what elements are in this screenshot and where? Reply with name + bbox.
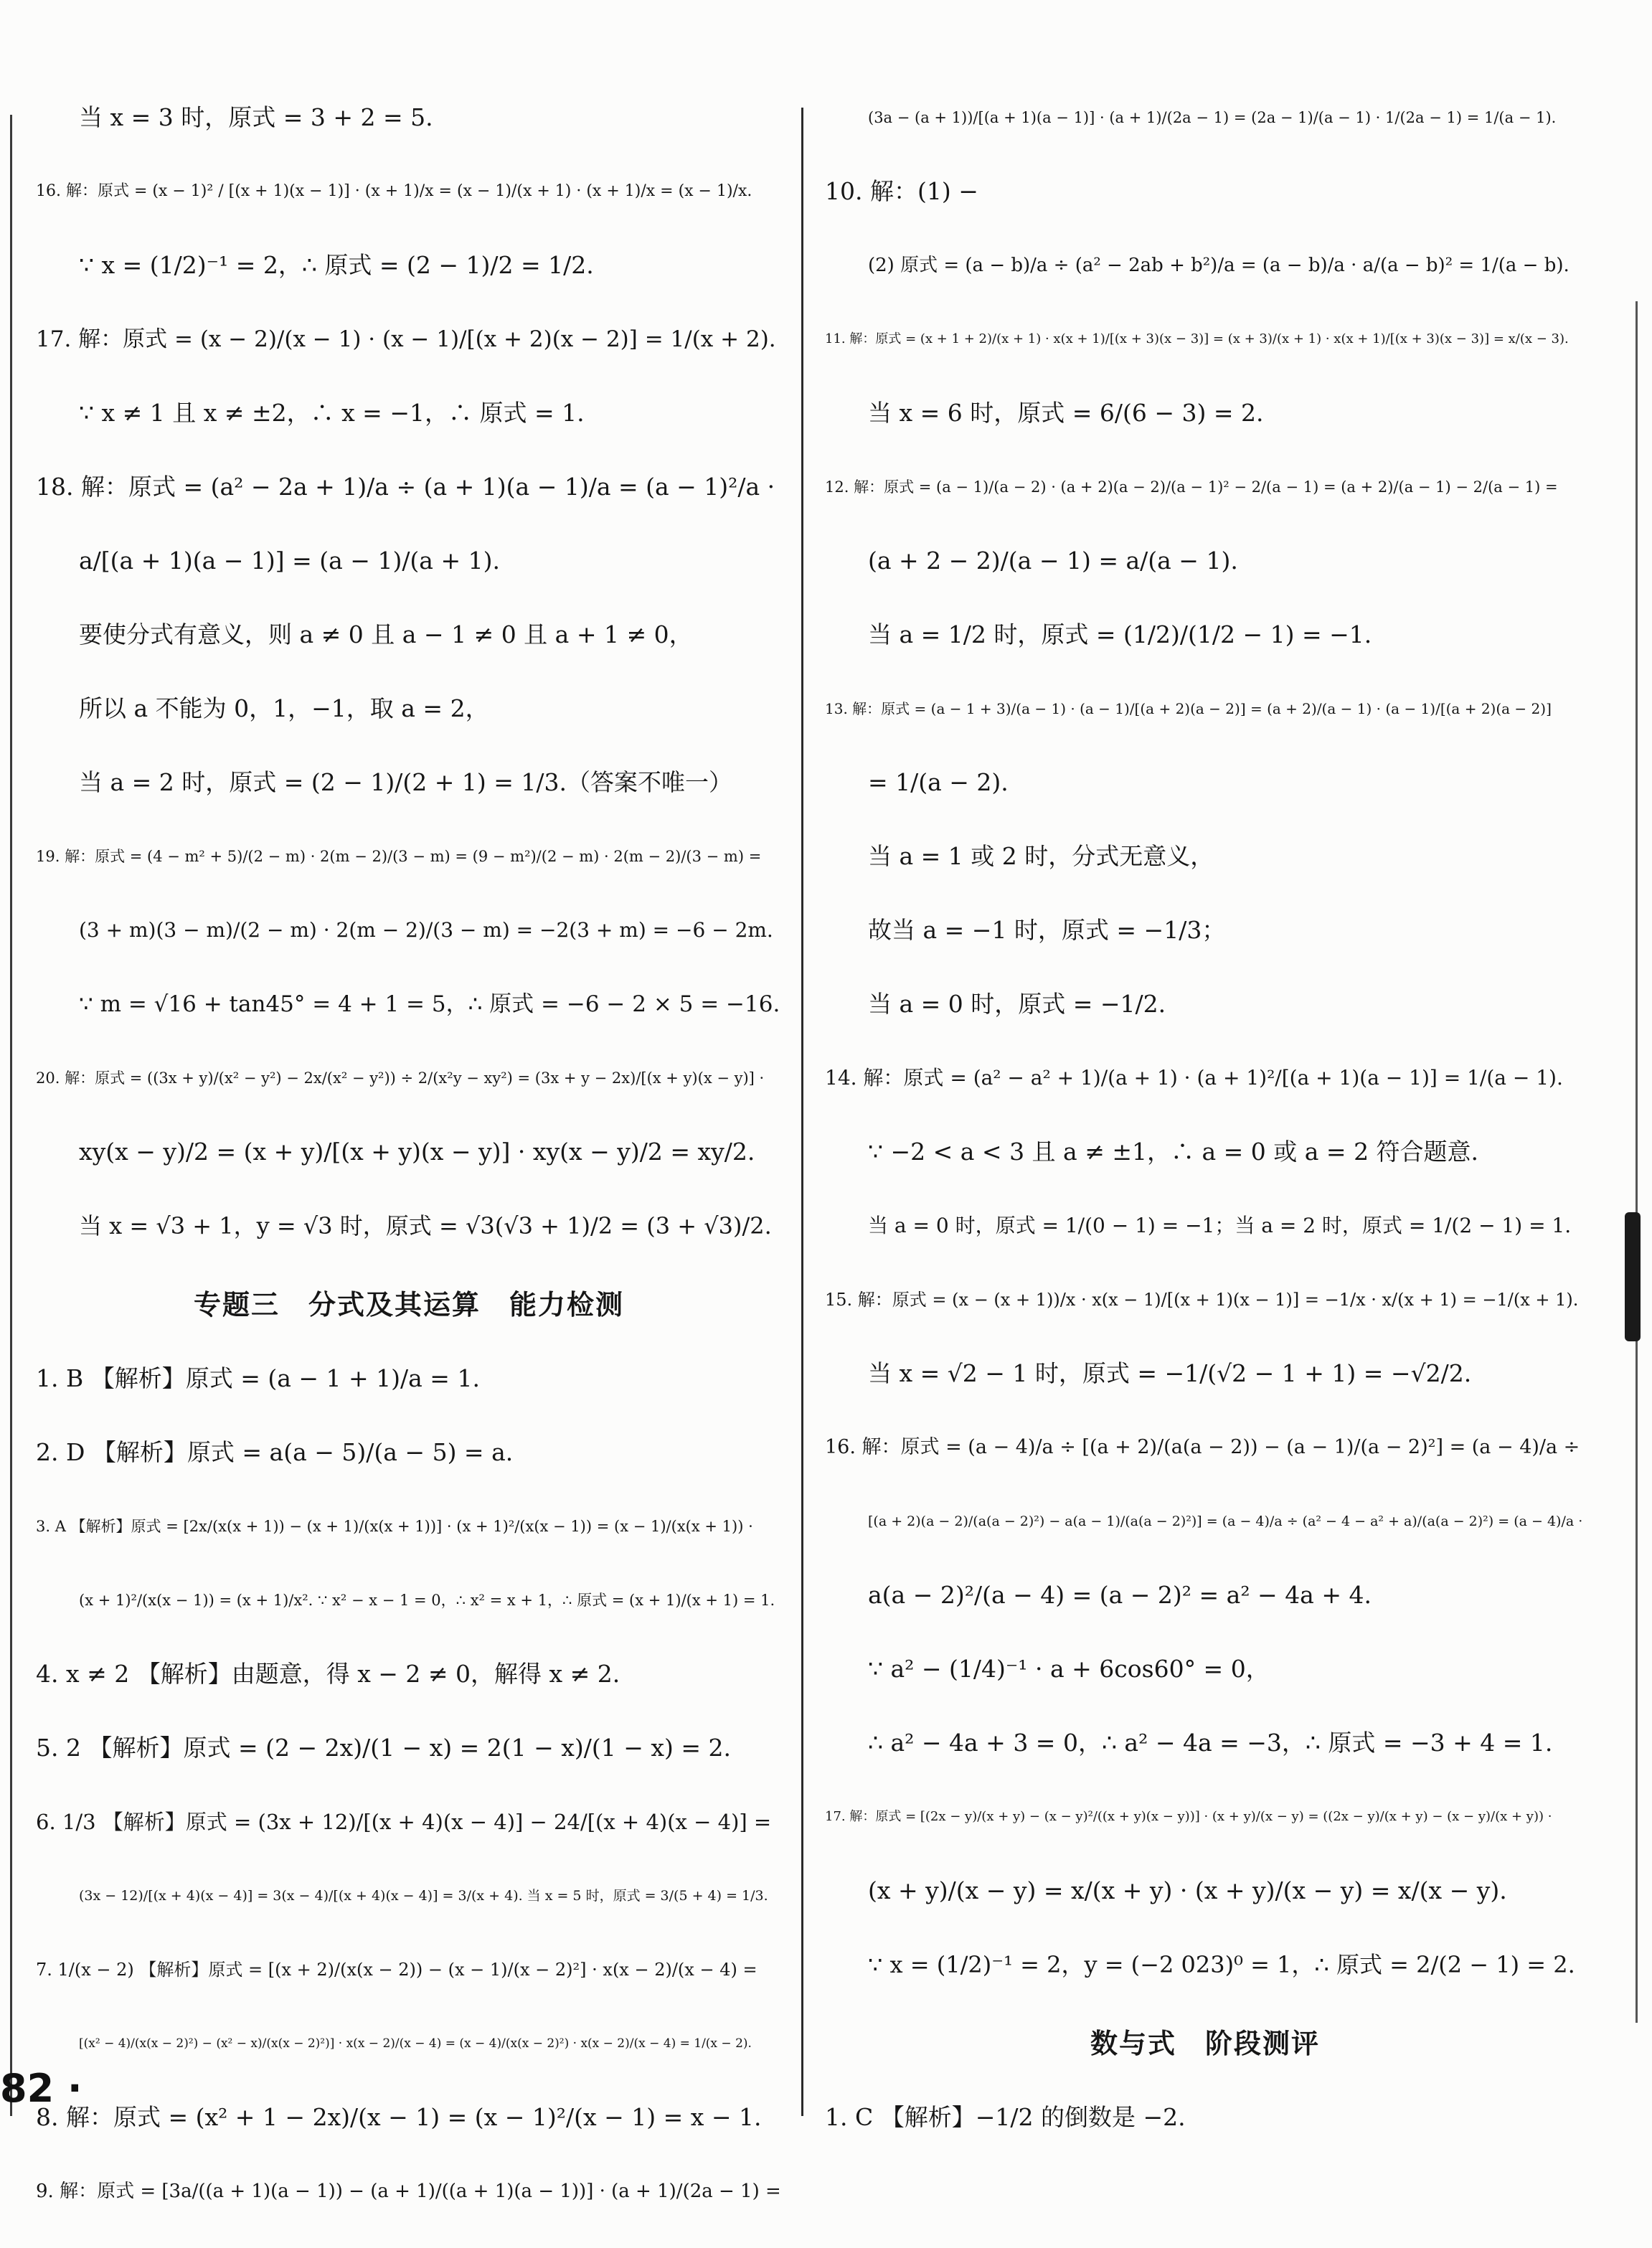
right-text-line: a(a − 2)²/(a − 4) = (a − 2)² = a² − 4a + 4. [868, 1581, 1372, 1609]
left-text-line: 16. 解：原式 = (x − 1)² / [(x + 1)(x − 1)] · (x + 1)/x = (x − 1)/(x + 1) · (x + 1)/x = (x − 1)/x. [36, 182, 752, 200]
left-text-line: 5. 2 【解析】原式 = (2 − 2x)/(1 − x) = 2(1 − x)/(1 − x) = 2. [36, 1734, 732, 1762]
left-text-line: ∵ x = (1/2)⁻¹ = 2，∴ 原式 = (2 − 1)/2 = 1/2. [79, 251, 594, 279]
left-text-line: 当 x = 3 时，原式 = 3 + 2 = 5. [79, 103, 433, 131]
left-text-line: 19. 解：原式 = (4 − m² + 5)/(2 − m) · 2(m − 2)/(3 − m) = (9 − m²)/(2 − m) · 2(m − 2)/(3 − m) = [36, 848, 762, 865]
left-text-line: 3. A 【解析】原式 = [2x/(x(x + 1)) − (x + 1)/(x(x + 1))] · (x + 1)²/(x(x − 1)) = (x − 1)/(x(x + 1)) · [36, 1518, 753, 1535]
right-text-line: 12. 解：原式 = (a − 1)/(a − 2) · (a + 2)(a − 2)/(a − 1)² − 2/(a − 1) = (a + 2)/(a − 1) − 2/(a − 1) = [825, 478, 1558, 496]
right-text-line: (3a − (a + 1))/[(a + 1)(a − 1)] · (a + 1)/(2a − 1) = (2a − 1)/(a − 1) · 1/(2a − 1) = 1/(a − 1). [868, 109, 1557, 126]
right-text-line: 当 x = 6 时，原式 = 6/(6 − 3) = 2. [868, 399, 1264, 427]
left-text-line: a/[(a + 1)(a − 1)] = (a − 1)/(a + 1). [79, 547, 500, 575]
right-text-line: (a + 2 − 2)/(a − 1) = a/(a − 1). [868, 547, 1238, 575]
left-edge-line [10, 115, 12, 2116]
left-text-line: 7. 1/(x − 2) 【解析】原式 = [(x + 2)/(x(x − 2)) − (x − 1)/(x − 2)²] · x(x − 2)/(x − 4) = [36, 1960, 757, 1980]
left-text-line: 1. B 【解析】原式 = (a − 1 + 1)/a = 1. [36, 1364, 480, 1392]
left-text-line: ∵ m = √16 + tan45° = 4 + 1 = 5，∴ 原式 = −6 − 2 × 5 = −16. [79, 991, 780, 1017]
left-text-line: (3 + m)(3 − m)/(2 − m) · 2(m − 2)/(3 − m) = −2(3 + m) = −6 − 2m. [79, 918, 773, 942]
left-text-line: (3x − 12)/[(x + 4)(x − 4)] = 3(x − 4)/[(x + 4)(x − 4)] = 3/(x + 4). 当 x = 5 时，原式 = 3/(5 + 4) = 1/3. [79, 1888, 768, 1904]
right-text-line: (x + y)/(x − y) = x/(x + y) · (x + y)/(x − y) = x/(x − y). [868, 1876, 1507, 1904]
left-text-line: (x + 1)²/(x(x − 1)) = (x + 1)/x². ∵ x² − x − 1 = 0，∴ x² = x + 1，∴ 原式 = (x + 1)/(x + 1) = 1. [79, 1592, 775, 1609]
right-text-line: [(a + 2)(a − 2)/(a(a − 2)²) − a(a − 1)/(a(a − 2)²)] = (a − 4)/a ÷ (a² − 4 − a² + a)/(a(a − 2)²) = (a − 4)/a · [868, 1513, 1583, 1529]
page-number: 82 · [0, 2066, 82, 2111]
right-text-line: 17. 解：原式 = [(2x − y)/(x + y) − (x − y)²/((x + y)(x − y))] · (x + y)/(x − y) = ((2x − y)/(x + y) − (x − y)/(x + y)) · [825, 1809, 1552, 1824]
right-text-line: 当 a = 1 或 2 时，分式无意义， [868, 842, 1214, 870]
left-text-line: 4. x ≠ 2 【解析】由题意，得 x − 2 ≠ 0，解得 x ≠ 2. [36, 1660, 620, 1688]
left-text-line: 2. D 【解析】原式 = a(a − 5)/(a − 5) = a. [36, 1438, 514, 1466]
right-text-line: 当 a = 0 时，原式 = −1/2. [868, 990, 1166, 1018]
right-text-line: 1. C 【解析】−1/2 的倒数是 −2. [825, 2103, 1186, 2131]
section-heading: 数与式 阶段测评 [1090, 2028, 1320, 2059]
left-text-line: 20. 解：原式 = ((3x + y)/(x² − y²) − 2x/(x² − y²)) ÷ 2/(x²y − xy²) = (3x + y − 2x)/[(x + y)(x − y)] · [36, 1069, 765, 1087]
right-text-line: (2) 原式 = (a − b)/a ÷ (a² − 2ab + b²)/a = (a − b)/a · a/(a − b)² = 1/(a − b). [868, 255, 1570, 276]
right-text-line: 故当 a = −1 时，原式 = −1/3； [868, 916, 1226, 944]
spine-line [1636, 301, 1638, 2023]
right-text-line: 当 a = 0 时，原式 = 1/(0 − 1) = −1；当 a = 2 时，原式 = 1/(2 − 1) = 1. [868, 1214, 1572, 1237]
left-text-line: 8. 解：原式 = (x² + 1 − 2x)/(x − 1) = (x − 1)²/(x − 1) = x − 1. [36, 2103, 762, 2131]
left-text-line: [(x² − 4)/(x(x − 2)²) − (x² − x)/(x(x − 2)²)] · x(x − 2)/(x − 4) = (x − 4)/(x(x − 2)²) · x(x − 2)/(x − 4) = 1/(x − 2). [79, 2036, 752, 2051]
right-text-line: 16. 解：原式 = (a − 4)/a ÷ [(a + 2)/(a(a − 2)) − (a − 1)/(a − 2)²] = (a − 4)/a ÷ [825, 1436, 1580, 1458]
right-text-line: 14. 解：原式 = (a² − a² + 1)/(a + 1) · (a + 1)²/[(a + 1)(a − 1)] = 1/(a − 1). [825, 1066, 1563, 1090]
right-column [825, 100, 1585, 2174]
right-text-line: = 1/(a − 2). [868, 768, 1009, 796]
spine-mark [1625, 1212, 1641, 1341]
left-text-line: 当 x = √3 + 1，y = √3 时，原式 = √3(√3 + 1)/2 = (3 + √3)/2. [79, 1212, 772, 1239]
right-text-line: ∴ a² − 4a + 3 = 0，∴ a² − 4a = −3，∴ 原式 = −3 + 4 = 1. [868, 1729, 1553, 1757]
column-divider [801, 108, 803, 2116]
section-heading: 专题三 分式及其运算 能力检测 [193, 1289, 624, 1321]
left-text-line: 所以 a 不能为 0，1，−1，取 a = 2， [79, 694, 489, 722]
left-text-line: 17. 解：原式 = (x − 2)/(x − 1) · (x − 1)/[(x + 2)(x − 2)] = 1/(x + 2). [36, 326, 776, 352]
left-text-line: xy(x − y)/2 = (x + y)/[(x + y)(x − y)] · xy(x − y)/2 = xy/2. [79, 1138, 755, 1166]
right-text-line: 当 a = 1/2 时，原式 = (1/2)/(1/2 − 1) = −1. [868, 620, 1372, 648]
right-text-line: ∵ a² − (1/4)⁻¹ · a + 6cos60° = 0， [868, 1655, 1270, 1683]
right-text-line: 15. 解：原式 = (x − (x + 1))/x · x(x − 1)/[(x + 1)(x − 1)] = −1/x · x/(x + 1) = −1/(x + 1). [825, 1290, 1579, 1310]
left-text-line: 当 a = 2 时，原式 = (2 − 1)/(2 + 1) = 1/3.（答案不唯一） [79, 768, 732, 796]
left-text-line: 9. 解：原式 = [3a/((a + 1)(a − 1)) − (a + 1)/((a + 1)(a − 1))] · (a + 1)/(2a − 1) = [36, 2181, 781, 2202]
right-text-line: ∵ −2 < a < 3 且 a ≠ ±1，∴ a = 0 或 a = 2 符合题意. [868, 1138, 1479, 1166]
left-text-line: 6. 1/3 【解析】原式 = (3x + 12)/[(x + 4)(x − 4)] − 24/[(x + 4)(x − 4)] = [36, 1810, 772, 1834]
left-column [36, 100, 782, 2248]
left-text-line: ∵ x ≠ 1 且 x ≠ ±2，∴ x = −1，∴ 原式 = 1. [79, 399, 585, 427]
left-text-line: 要使分式有意义，则 a ≠ 0 且 a − 1 ≠ 0 且 a + 1 ≠ 0， [79, 620, 693, 648]
right-text-line: 当 x = √2 − 1 时，原式 = −1/(√2 − 1 + 1) = −√2/2. [868, 1359, 1472, 1387]
right-text-line: 10. 解：(1) − [825, 177, 978, 205]
right-text-line: ∵ x = (1/2)⁻¹ = 2，y = (−2 023)⁰ = 1，∴ 原式 = 2/(2 − 1) = 2. [868, 1951, 1575, 1978]
right-text-line: 11. 解：原式 = (x + 1 + 2)/(x + 1) · x(x + 1)/[(x + 3)(x − 3)] = (x + 3)/(x + 1) · x(x + 1)/[(x + 3)(x − 3)] = x/(x − 3). [825, 331, 1569, 346]
right-text-line: 13. 解：原式 = (a − 1 + 3)/(a − 1) · (a − 1)/[(a + 2)(a − 2)] = (a + 2)/(a − 1) · (a − 1)/[(a + 2)(a − 2)] [825, 700, 1552, 717]
left-text-line: 18. 解：原式 = (a² − 2a + 1)/a ÷ (a + 1)(a − 1)/a = (a − 1)²/a · [36, 473, 775, 501]
